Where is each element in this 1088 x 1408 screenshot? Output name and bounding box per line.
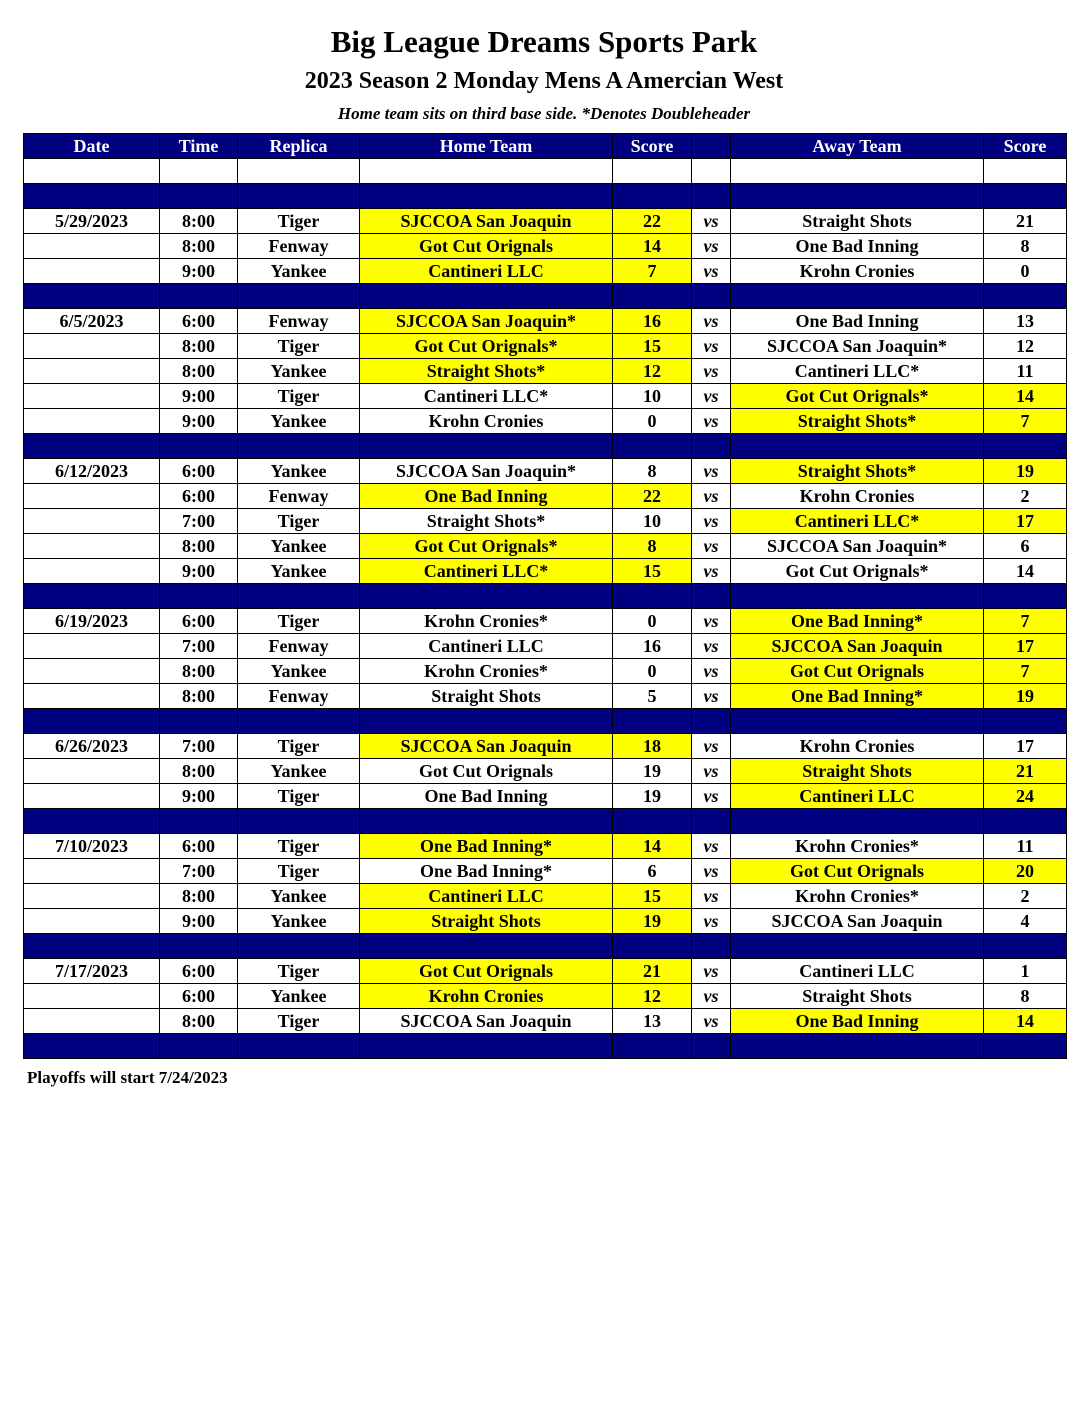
playoffs-note: Playoffs will start 7/24/2023 [27, 1068, 228, 1087]
away-score: 20 [984, 859, 1067, 884]
game-date [24, 684, 160, 709]
game-replica: Tiger [238, 859, 360, 884]
game-replica: Fenway [238, 684, 360, 709]
game-row [24, 784, 1067, 809]
game-replica: Tiger [238, 834, 360, 859]
away-team: One Bad Inning* [731, 684, 984, 709]
header-row [24, 134, 1067, 159]
game-time: 6:00 [160, 309, 238, 334]
game-row [24, 759, 1067, 784]
game-date: 7/17/2023 [24, 959, 160, 984]
vs-label: vs [692, 984, 731, 1009]
away-score: 8 [984, 984, 1067, 1009]
week-separator-row [24, 284, 1067, 309]
away-team: Straight Shots* [731, 459, 984, 484]
game-row [24, 659, 1067, 684]
game-row [24, 834, 1067, 859]
home-team: Cantineri LLC [360, 259, 613, 284]
away-score: 1 [984, 959, 1067, 984]
away-team: Cantineri LLC [731, 784, 984, 809]
home-team: Krohn Cronies [360, 984, 613, 1009]
vs-label: vs [692, 409, 731, 434]
game-row [24, 859, 1067, 884]
game-row [24, 1009, 1067, 1034]
home-team: Got Cut Orignals [360, 959, 613, 984]
game-date: 6/5/2023 [24, 309, 160, 334]
home-team: Krohn Cronies* [360, 659, 613, 684]
col-home-team-header: Home Team [360, 134, 613, 159]
home-team: Straight Shots [360, 909, 613, 934]
game-date [24, 884, 160, 909]
game-date [24, 909, 160, 934]
away-team: SJCCOA San Joaquin* [731, 534, 984, 559]
home-team: Cantineri LLC* [360, 559, 613, 584]
game-replica: Tiger [238, 384, 360, 409]
game-row [24, 334, 1067, 359]
game-row [24, 359, 1067, 384]
away-score: 21 [984, 759, 1067, 784]
away-score: 17 [984, 509, 1067, 534]
game-time: 8:00 [160, 684, 238, 709]
away-score: 2 [984, 484, 1067, 509]
game-date [24, 359, 160, 384]
home-team: One Bad Inning* [360, 834, 613, 859]
away-score: 17 [984, 734, 1067, 759]
away-team: One Bad Inning [731, 1009, 984, 1034]
game-date [24, 759, 160, 784]
away-team: Got Cut Orignals* [731, 559, 984, 584]
game-date: 6/26/2023 [24, 734, 160, 759]
game-time: 8:00 [160, 234, 238, 259]
game-replica: Fenway [238, 234, 360, 259]
home-score: 19 [613, 759, 692, 784]
game-replica: Tiger [238, 734, 360, 759]
game-replica: Yankee [238, 409, 360, 434]
home-team: SJCCOA San Joaquin [360, 734, 613, 759]
away-score: 11 [984, 359, 1067, 384]
away-score: 11 [984, 834, 1067, 859]
away-team: SJCCOA San Joaquin [731, 909, 984, 934]
game-time: 8:00 [160, 209, 238, 234]
away-team: Krohn Cronies* [731, 884, 984, 909]
game-row [24, 259, 1067, 284]
away-team: SJCCOA San Joaquin* [731, 334, 984, 359]
game-row [24, 684, 1067, 709]
away-team: Krohn Cronies [731, 734, 984, 759]
game-time: 8:00 [160, 1009, 238, 1034]
vs-label: vs [692, 909, 731, 934]
home-team: Got Cut Orignals* [360, 334, 613, 359]
game-time: 8:00 [160, 534, 238, 559]
game-time: 6:00 [160, 609, 238, 634]
away-score: 14 [984, 1009, 1067, 1034]
page-subtitle: 2023 Season 2 Monday Mens A Amercian West [304, 68, 784, 94]
home-team: SJCCOA San Joaquin [360, 209, 613, 234]
home-score: 12 [613, 984, 692, 1009]
schedule-table [23, 133, 1067, 1059]
away-team: One Bad Inning [731, 309, 984, 334]
game-date [24, 384, 160, 409]
home-team: One Bad Inning [360, 484, 613, 509]
home-team: Got Cut Orignals [360, 234, 613, 259]
away-team: SJCCOA San Joaquin [731, 634, 984, 659]
game-date [24, 484, 160, 509]
col-time-header: Time [160, 134, 238, 159]
game-date: 5/29/2023 [24, 209, 160, 234]
game-time: 9:00 [160, 909, 238, 934]
game-replica: Yankee [238, 534, 360, 559]
away-score: 7 [984, 409, 1067, 434]
col-away-score-header: Score [984, 134, 1067, 159]
game-date [24, 634, 160, 659]
home-score: 5 [613, 684, 692, 709]
home-score: 22 [613, 484, 692, 509]
game-date [24, 509, 160, 534]
game-row [24, 559, 1067, 584]
game-row [24, 484, 1067, 509]
away-score: 14 [984, 559, 1067, 584]
game-replica: Tiger [238, 209, 360, 234]
away-team: Straight Shots* [731, 409, 984, 434]
game-replica: Yankee [238, 259, 360, 284]
home-score: 22 [613, 209, 692, 234]
game-date [24, 859, 160, 884]
home-team: Got Cut Orignals [360, 759, 613, 784]
away-team: One Bad Inning [731, 234, 984, 259]
game-row [24, 409, 1067, 434]
away-score: 14 [984, 384, 1067, 409]
game-date [24, 259, 160, 284]
game-time: 9:00 [160, 784, 238, 809]
game-row [24, 734, 1067, 759]
vs-label: vs [692, 884, 731, 909]
home-team: Straight Shots* [360, 359, 613, 384]
home-score: 19 [613, 909, 692, 934]
game-date [24, 1009, 160, 1034]
game-time: 8:00 [160, 659, 238, 684]
home-team: Cantineri LLC [360, 634, 613, 659]
away-score: 2 [984, 884, 1067, 909]
vs-label: vs [692, 334, 731, 359]
week-separator-row [24, 709, 1067, 734]
game-replica: Tiger [238, 959, 360, 984]
game-date [24, 559, 160, 584]
home-score: 15 [613, 884, 692, 909]
vs-label: vs [692, 459, 731, 484]
game-date [24, 409, 160, 434]
away-team: Krohn Cronies [731, 484, 984, 509]
game-time: 6:00 [160, 959, 238, 984]
col-home-score-header: Score [613, 134, 692, 159]
game-replica: Yankee [238, 759, 360, 784]
week-separator-row [24, 1034, 1067, 1059]
home-team: One Bad Inning [360, 784, 613, 809]
game-row [24, 909, 1067, 934]
col-replica-header: Replica [238, 134, 360, 159]
away-score: 8 [984, 234, 1067, 259]
week-separator-row [24, 434, 1067, 459]
home-team: Got Cut Orignals* [360, 534, 613, 559]
game-row [24, 634, 1067, 659]
vs-label: vs [692, 234, 731, 259]
home-team: SJCCOA San Joaquin* [360, 309, 613, 334]
vs-label: vs [692, 534, 731, 559]
game-replica: Yankee [238, 559, 360, 584]
home-score: 13 [613, 1009, 692, 1034]
game-date [24, 534, 160, 559]
game-date: 6/19/2023 [24, 609, 160, 634]
week-separator-row [24, 584, 1067, 609]
week-separator-row [24, 809, 1067, 834]
away-score: 13 [984, 309, 1067, 334]
game-replica: Yankee [238, 984, 360, 1009]
away-team: Got Cut Orignals* [731, 384, 984, 409]
away-team: Got Cut Orignals [731, 659, 984, 684]
away-team: Got Cut Orignals [731, 859, 984, 884]
home-score: 7 [613, 259, 692, 284]
game-time: 8:00 [160, 334, 238, 359]
vs-label: vs [692, 209, 731, 234]
home-score: 16 [613, 309, 692, 334]
home-team: Cantineri LLC* [360, 384, 613, 409]
away-score: 0 [984, 259, 1067, 284]
home-score: 6 [613, 859, 692, 884]
away-team: Krohn Cronies [731, 259, 984, 284]
game-replica: Fenway [238, 634, 360, 659]
home-score: 14 [613, 234, 692, 259]
game-row [24, 609, 1067, 634]
away-score: 19 [984, 459, 1067, 484]
home-score: 8 [613, 534, 692, 559]
game-time: 9:00 [160, 384, 238, 409]
vs-label: vs [692, 309, 731, 334]
home-team: Krohn Cronies [360, 409, 613, 434]
game-replica: Tiger [238, 609, 360, 634]
col-date-header: Date [24, 134, 160, 159]
vs-label: vs [692, 659, 731, 684]
vs-label: vs [692, 509, 731, 534]
game-replica: Yankee [238, 909, 360, 934]
game-time: 9:00 [160, 559, 238, 584]
game-time: 7:00 [160, 859, 238, 884]
away-score: 7 [984, 659, 1067, 684]
home-team: Straight Shots [360, 684, 613, 709]
game-replica: Tiger [238, 784, 360, 809]
away-team: Straight Shots [731, 984, 984, 1009]
vs-label: vs [692, 559, 731, 584]
week-separator-row [24, 184, 1067, 209]
away-team: Cantineri LLC* [731, 359, 984, 384]
game-time: 7:00 [160, 509, 238, 534]
home-score: 8 [613, 459, 692, 484]
game-time: 9:00 [160, 409, 238, 434]
away-score: 6 [984, 534, 1067, 559]
col-vs-header [692, 134, 731, 159]
game-row [24, 884, 1067, 909]
game-time: 6:00 [160, 984, 238, 1009]
game-time: 6:00 [160, 459, 238, 484]
game-date [24, 334, 160, 359]
game-date [24, 984, 160, 1009]
vs-label: vs [692, 634, 731, 659]
game-time: 8:00 [160, 759, 238, 784]
home-score: 18 [613, 734, 692, 759]
away-team: Krohn Cronies* [731, 834, 984, 859]
game-row [24, 959, 1067, 984]
game-row [24, 234, 1067, 259]
vs-label: vs [692, 609, 731, 634]
home-team: Cantineri LLC [360, 884, 613, 909]
col-away-team-header: Away Team [731, 134, 984, 159]
vs-label: vs [692, 859, 731, 884]
away-team: Straight Shots [731, 209, 984, 234]
vs-label: vs [692, 759, 731, 784]
week-separator-row [24, 934, 1067, 959]
page-title: Big League Dreams Sports Park [330, 24, 758, 59]
away-team: Cantineri LLC [731, 959, 984, 984]
away-score: 4 [984, 909, 1067, 934]
game-time: 7:00 [160, 634, 238, 659]
vs-label: vs [692, 1009, 731, 1034]
game-row [24, 309, 1067, 334]
away-team: Straight Shots [731, 759, 984, 784]
home-score: 10 [613, 509, 692, 534]
home-score: 12 [613, 359, 692, 384]
home-score: 19 [613, 784, 692, 809]
game-replica: Yankee [238, 884, 360, 909]
game-replica: Yankee [238, 359, 360, 384]
game-time: 6:00 [160, 484, 238, 509]
game-time: 7:00 [160, 734, 238, 759]
game-replica: Fenway [238, 309, 360, 334]
away-score: 21 [984, 209, 1067, 234]
vs-label: vs [692, 834, 731, 859]
vs-label: vs [692, 384, 731, 409]
game-replica: Yankee [238, 659, 360, 684]
home-score: 0 [613, 659, 692, 684]
vs-label: vs [692, 734, 731, 759]
away-score: 24 [984, 784, 1067, 809]
game-time: 8:00 [160, 884, 238, 909]
home-score: 16 [613, 634, 692, 659]
home-score: 15 [613, 559, 692, 584]
away-team: Cantineri LLC* [731, 509, 984, 534]
game-replica: Tiger [238, 1009, 360, 1034]
home-score: 10 [613, 384, 692, 409]
game-replica: Tiger [238, 334, 360, 359]
away-score: 7 [984, 609, 1067, 634]
home-score: 21 [613, 959, 692, 984]
vs-label: vs [692, 484, 731, 509]
empty-row [24, 159, 1067, 184]
vs-label: vs [692, 959, 731, 984]
home-team: SJCCOA San Joaquin* [360, 459, 613, 484]
away-score: 12 [984, 334, 1067, 359]
game-row [24, 509, 1067, 534]
game-row [24, 534, 1067, 559]
home-team: SJCCOA San Joaquin [360, 1009, 613, 1034]
vs-label: vs [692, 784, 731, 809]
game-date: 7/10/2023 [24, 834, 160, 859]
game-time: 6:00 [160, 834, 238, 859]
vs-label: vs [692, 259, 731, 284]
away-score: 19 [984, 684, 1067, 709]
vs-label: vs [692, 359, 731, 384]
game-date [24, 659, 160, 684]
away-team: One Bad Inning* [731, 609, 984, 634]
game-row [24, 459, 1067, 484]
game-date [24, 234, 160, 259]
home-team: One Bad Inning* [360, 859, 613, 884]
away-score: 17 [984, 634, 1067, 659]
home-score: 0 [613, 609, 692, 634]
game-row [24, 384, 1067, 409]
home-score: 0 [613, 409, 692, 434]
home-score: 15 [613, 334, 692, 359]
home-team: Straight Shots* [360, 509, 613, 534]
vs-label: vs [692, 684, 731, 709]
game-time: 9:00 [160, 259, 238, 284]
home-team: Krohn Cronies* [360, 609, 613, 634]
game-row [24, 209, 1067, 234]
home-score: 14 [613, 834, 692, 859]
game-replica: Fenway [238, 484, 360, 509]
game-replica: Tiger [238, 509, 360, 534]
game-time: 8:00 [160, 359, 238, 384]
page-note: Home team sits on third base side. *Denotes Doubleheader [337, 104, 751, 123]
game-date: 6/12/2023 [24, 459, 160, 484]
game-date [24, 784, 160, 809]
game-row [24, 984, 1067, 1009]
game-replica: Yankee [238, 459, 360, 484]
